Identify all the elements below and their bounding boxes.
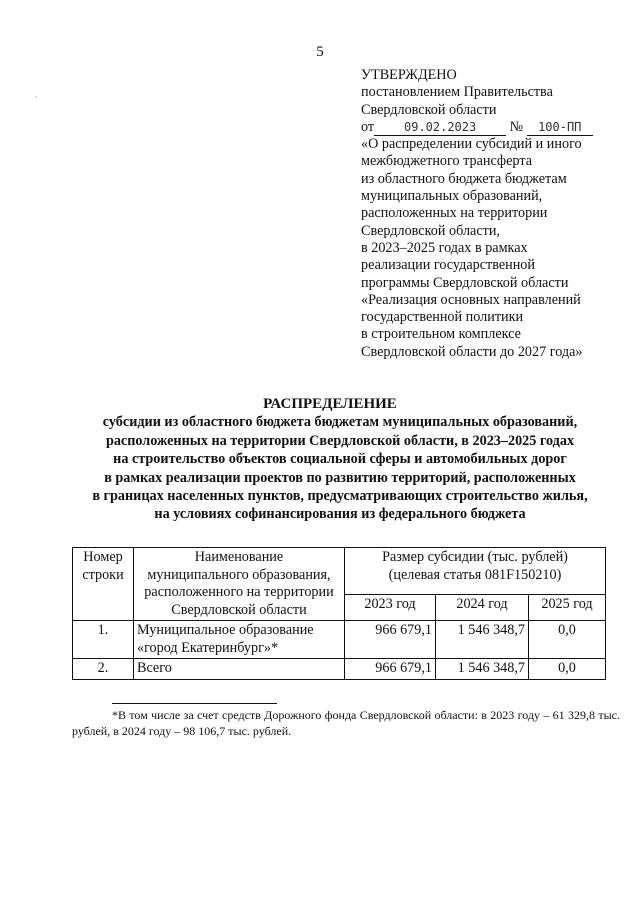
footnote [72,708,620,739]
approval-heading: УТВЕРЖДЕНО [361,67,457,83]
header-text: муниципального образования, [147,566,331,583]
distribution-table [72,547,606,680]
row-value-2025: 0,0 [529,659,606,680]
header-text: строки [82,566,124,583]
table-row [73,621,606,659]
approval-title-line: в строительном комплексе [361,326,521,343]
header-text: Свердловской области [171,601,307,618]
subtitle-line: на строительство объектов социальной сферы и автомобильных дорог [113,451,567,468]
header-name [134,548,345,621]
row-name [134,659,345,680]
row-name-line: Муниципальное образование [137,622,314,638]
approval-line: постановлением Правительства [361,84,553,101]
row-value-2025: 0,0 [529,621,606,659]
approval-title-line: Свердловской области до 2027 года» [361,343,583,360]
row-value-2024: 1 546 348,7 [436,621,529,659]
approval-title-line: государственной политики [361,309,524,326]
date-value: 09.02.2023 [403,120,477,135]
approval-title-line: расположенных на территории [361,205,548,222]
approval-title-line: «О распределении субсидий и иного [361,136,582,153]
header-text: расположенного на территории [144,584,334,600]
footnote-text: *В том числе за счет средств Дорожного фонда Свердловской области: в 2023 году – 61 329,8 тыс. рублей, в 2024 году – 98 106,7 тыс. рублей. [72,708,620,738]
row-number: 1. [73,621,134,659]
header-text: Размер субсидии (тыс. рублей) [382,549,568,565]
header-year: 2024 год [436,595,529,621]
approval-title-line: межбюджетного трансферта [361,153,533,170]
scan-speck [36,96,37,97]
row-value-2024: 1 546 348,7 [436,659,529,680]
date-prefix: от [361,118,375,135]
number-prefix: № [509,118,524,135]
approval-line: Свердловской области [361,101,497,118]
row-name-line: Всего [137,660,172,676]
approval-title-line: муниципальных образований, [361,188,543,205]
approval-date-number [361,119,623,136]
number-value: 100-ПП [538,120,582,135]
row-name-line: «город Екатеринбург»* [137,639,279,656]
subtitle-line: расположенных на территории Свердловской области, в 2023–2025 годах [105,432,575,449]
header-number [73,548,134,621]
approval-title-line: программы Свердловской области [361,274,569,291]
approval-title-line: в 2023–2025 годах в рамках [361,239,528,256]
header-amount [345,548,606,595]
table-row-total [73,659,606,680]
header-text: Наименование [194,549,284,565]
row-value-2023: 966 679,1 [345,621,436,659]
table-header-row [73,548,606,595]
subtitle-line: в границах населенных пунктов, предусматривающих строительство жилья, [92,488,588,505]
document-heading [0,395,640,524]
header-year: 2023 год [345,595,436,621]
approval-title-line: Свердловской области, [361,222,500,239]
number-field [527,119,593,136]
row-name [134,621,345,659]
subtitle-line: на условиях софинансирования из федерального бюджета [154,506,526,523]
footnote-divider [112,703,277,704]
subtitle-line: субсидии из областного бюджета бюджетам муниципальных образований, [102,414,578,431]
header-text: (целевая статья 081F150210) [388,566,562,583]
row-number: 2. [73,659,134,680]
header-year: 2025 год [529,595,606,621]
row-value-2023: 966 679,1 [345,659,436,680]
date-field [374,119,506,136]
approval-title-line: из областного бюджета бюджетам [361,170,567,187]
subtitle-line: в рамках реализации проектов по развитию территорий, расположенных [104,469,576,486]
approval-title-line: реализации государственной [361,257,535,274]
header-text: Номер [83,549,123,565]
page-number: 5 [316,44,324,60]
approval-block [361,67,623,361]
document-title: РАСПРЕДЕЛЕНИЕ [263,396,397,412]
approval-title-line: «Реализация основных направлений [361,291,581,308]
